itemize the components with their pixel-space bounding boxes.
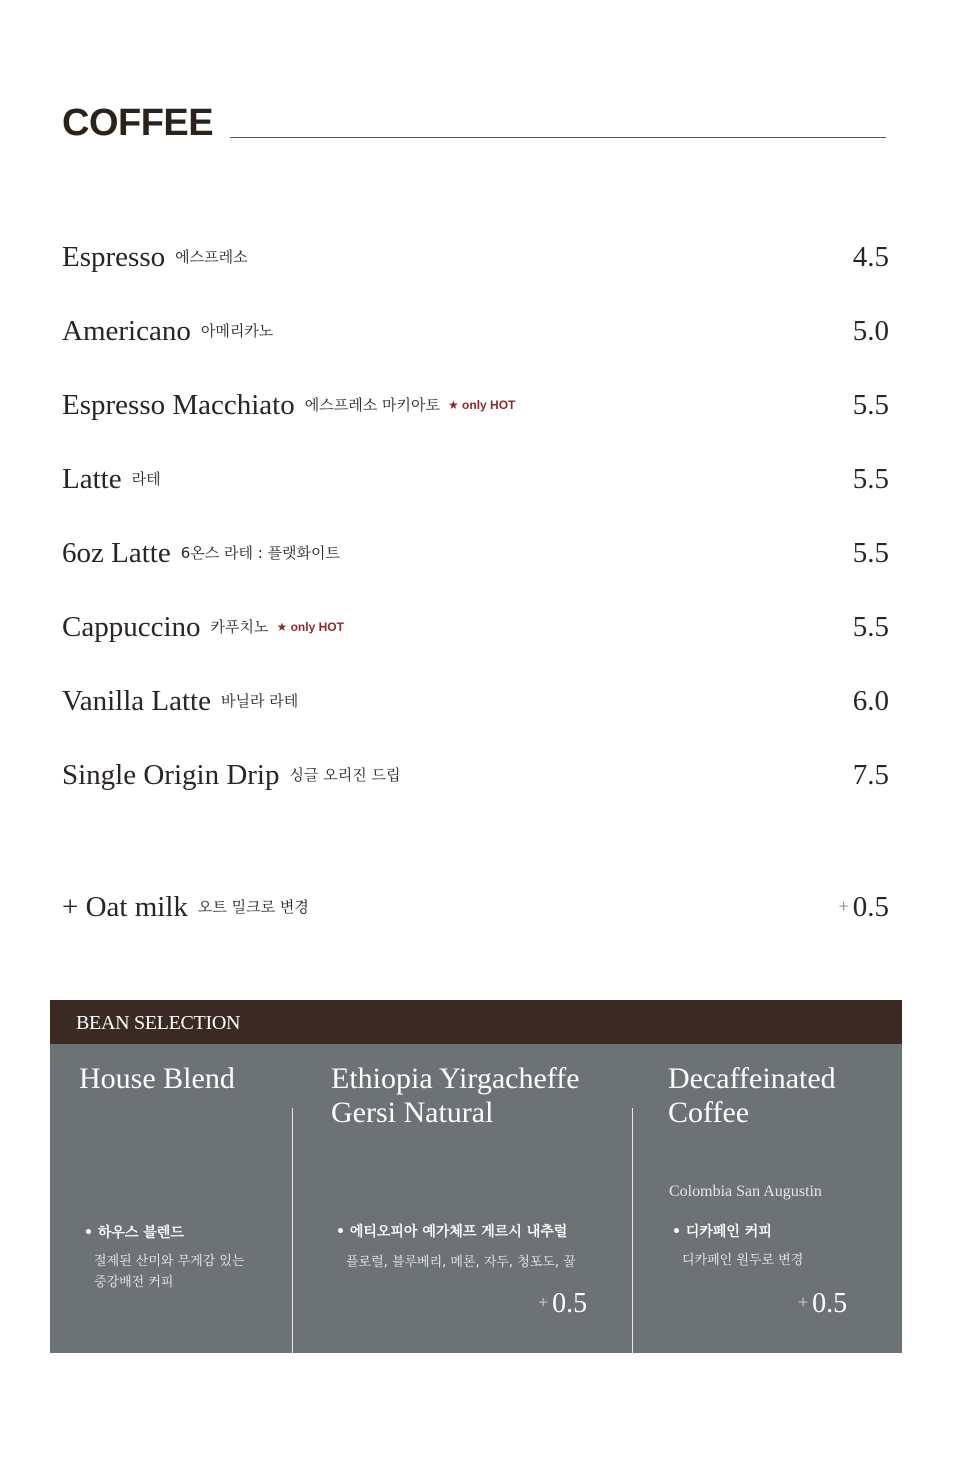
bean-price-value: 0.5 — [552, 1288, 588, 1319]
menu-item-price: 5.5 — [852, 537, 889, 569]
bean-name-line: Decaffeinated — [668, 1062, 836, 1095]
bean-description — [682, 1250, 803, 1271]
bean-name — [79, 1062, 235, 1096]
menu-item-price: 7.5 — [852, 759, 889, 791]
menu-item-english: Cappuccino — [62, 611, 201, 643]
menu-item-price: 6.0 — [852, 685, 889, 717]
menu-item-price: 5.5 — [852, 389, 889, 421]
menu-item — [62, 682, 889, 722]
extra-korean: 오트 밀크로 변경 — [197, 898, 309, 916]
menu-item — [62, 756, 889, 796]
extra-english: + Oat milk — [62, 891, 188, 923]
column-divider — [292, 1108, 293, 1353]
menu-item — [62, 534, 889, 574]
bean-name-line: Ethiopia Yirgacheffe — [331, 1062, 580, 1095]
extra-name — [62, 893, 309, 922]
menu-item-name — [62, 317, 273, 346]
only-hot-note: ★ only HOT — [447, 398, 516, 412]
menu-item-english: Single Origin Drip — [62, 759, 280, 791]
bean-name-line: House Blend — [79, 1062, 235, 1095]
menu-item-english: Latte — [62, 463, 122, 495]
menu-item-korean: 라테 — [131, 470, 161, 488]
bean-description-line: 중강배전 커피 — [94, 1275, 174, 1290]
oat-milk-extra — [62, 888, 889, 928]
menu-item — [62, 608, 889, 648]
menu-item-price: 5.5 — [852, 611, 889, 643]
menu-item-korean: 에스프레소 — [175, 248, 248, 266]
menu-item — [62, 312, 889, 352]
menu-item-korean: 아메리카노 — [200, 322, 274, 340]
section-title: COFFEE — [62, 102, 214, 144]
menu-item-price: 5.5 — [852, 463, 889, 495]
menu-item-name — [62, 687, 298, 716]
menu-item-price: 5.0 — [852, 315, 889, 347]
bean-description — [346, 1252, 576, 1273]
menu-item-english: Americano — [62, 315, 191, 347]
menu-item-korean: 싱글 오리진 드립 — [289, 766, 401, 784]
extra-price-value: 0.5 — [852, 891, 889, 923]
bean-description-line: 디카페인 원두로 변경 — [682, 1253, 804, 1268]
menu-item-korean: 6온스 라테 : 플랫화이트 — [180, 544, 341, 562]
bean-name-line: Coffee — [668, 1096, 750, 1129]
bean-price — [798, 1290, 847, 1318]
bean-selection-header: BEAN SELECTION — [50, 1000, 902, 1044]
bean-bullet: • 에티오피아 예가체프 게르시 내추럴 — [336, 1224, 568, 1240]
bean-description-line: 절제된 산미와 무게감 있는 — [94, 1254, 245, 1269]
plus-sign: + — [798, 1292, 809, 1312]
bean-selection-panel — [50, 1000, 902, 1353]
menu-item-korean: 바닐라 라테 — [220, 692, 299, 710]
menu-item-name — [62, 761, 400, 790]
plus-sign: + — [838, 896, 849, 916]
bean-name — [331, 1062, 580, 1130]
menu-item-korean: 카푸치노 — [210, 618, 269, 636]
bean-bullet: • 디카페인 커피 — [672, 1224, 772, 1240]
bean-bullet: • 하우스 블렌드 — [84, 1225, 184, 1241]
menu-item-price: 4.5 — [852, 241, 889, 273]
bean-description — [94, 1251, 245, 1293]
menu-item — [62, 238, 889, 278]
menu-item-name — [62, 539, 340, 568]
plus-sign: + — [538, 1292, 549, 1312]
column-divider — [632, 1108, 633, 1353]
only-hot-note: ★ only HOT — [276, 620, 344, 634]
menu-item-english: Espresso — [62, 241, 166, 273]
extra-price — [839, 893, 889, 922]
title-divider — [230, 137, 886, 138]
menu-item-english: Espresso Macchiato — [62, 389, 295, 421]
bean-origin: Colombia San Augustin — [669, 1183, 822, 1200]
bean-name-line: Gersi Natural — [331, 1096, 494, 1129]
menu-item-english: 6oz Latte — [62, 537, 171, 569]
menu-item-name — [62, 465, 161, 494]
menu-item-name — [62, 391, 515, 420]
bean-price — [538, 1290, 587, 1318]
menu-item — [62, 460, 889, 500]
menu-item-english: Vanilla Latte — [62, 685, 211, 717]
menu-item-korean: 에스프레소 마키아토 — [304, 396, 440, 414]
menu-item — [62, 386, 889, 426]
bean-price-value: 0.5 — [812, 1288, 848, 1319]
menu-item-name — [62, 613, 344, 642]
bean-description-line: 플로럴, 블루베리, 메론, 자두, 청포도, 꿀 — [346, 1255, 576, 1270]
bean-name — [668, 1062, 836, 1130]
menu-item-name — [62, 243, 248, 272]
